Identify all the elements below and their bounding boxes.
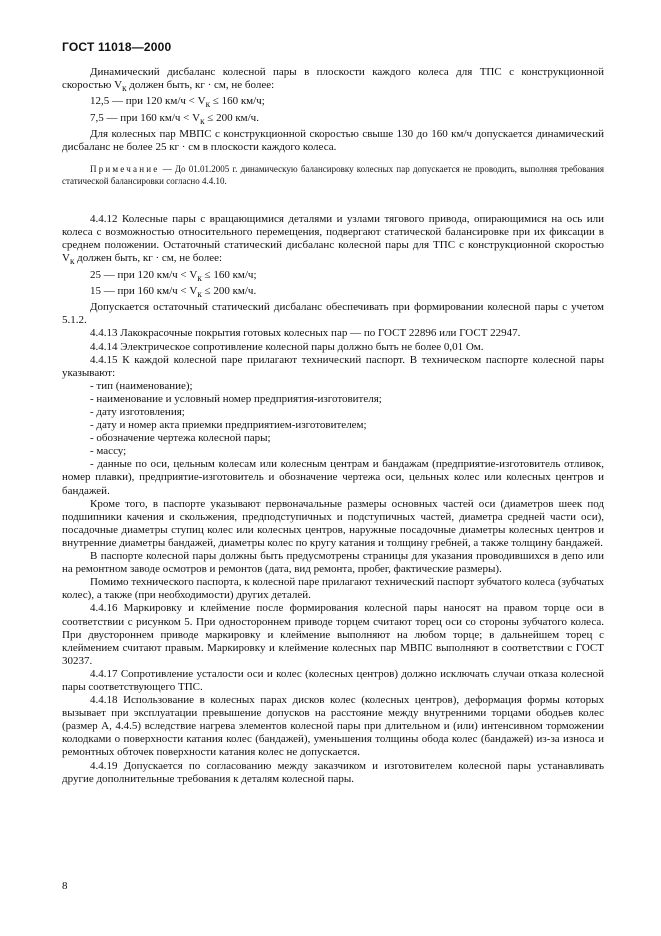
paragraph-gear-passport: Помимо технического паспорта, к колесной паре прилагают технический паспорт зубчатого колеса (зубчатых колес), а также (при необходимости) других деталей. (62, 576, 604, 602)
note: Примечание — До 01.01.2005 г. динамическую балансировку колесных пар допускается не проводить, выполняя требования статической балансировки согласно 4.4.10. (62, 164, 604, 186)
note-label: Примечание (90, 164, 160, 175)
paragraph-4-4-12: 4.4.12 Колесные пары с вращающимися деталями и узлами тягового привода, опирающимися на ось или колеса с возможностью относительного перемещения, подвергают статической балансировке при их фиксации в среднем положении. Остаточный статический дисбаланс колесной пары для ТПС с конструкционной скоростью $V_к$ должен быть, кг · см, не более: (62, 213, 604, 267)
paragraph-passport-pages: В паспорте колесной пары должны быть предусмотрены страницы для указания проводившихся в депо или на ремонтном заводе осмотров и ремонтов (дата, вид ремонта, пробег, фактические размеры). (62, 550, 604, 576)
paragraph-4-4-17: 4.4.17 Сопротивление усталости оси и колес (колесных центров) должно исключать случаи отказа колесной пары соответствующего ТПС. (62, 667, 604, 693)
list-item: - массу; (90, 445, 127, 458)
list-item: - дату и номер акта приемки предприятием-изготовителем; (90, 419, 367, 432)
document-header: ГОСТ 11018—2000 (62, 40, 172, 54)
limit-line-2: 7,5 — при 160 $км/ч < V_к \le 200$ км/ч. (90, 111, 259, 126)
paragraph-4-4-19: 4.4.19 Допускается по согласованию между заказчиком и изготовителем колесной пары устанавливать другие дополнительные требования к деталям колесной пары. (62, 759, 604, 785)
paragraph-dynamic-imbalance: Динамический дисбаланс колесной пары в плоскости каждого колеса для ТПС с конструкционной скоростью $V_к$ должен быть, кг · см, не более: (62, 66, 604, 94)
spacer (62, 199, 604, 213)
document-body (62, 66, 604, 786)
list-item: - данные по оси, цельным колесам или колесным центрам и бандажам (предприятие-изготовитель отливок, номер плавки), предприятие-изготовитель и обозначение чертежа оси, цельных колес или колесных центров и бандажей. (62, 458, 604, 497)
paragraph-4-4-14: 4.4.14 Электрическое сопротивление колесной пары должно быть не более 0,01 Ом. (90, 340, 484, 353)
list-item: - обозначение чертежа колесной пары; (90, 432, 271, 445)
paragraph-residual-imbalance: Допускается остаточный статический дисбаланс обеспечивать при формировании колесной пары с учетом 5.1.2. (62, 301, 604, 327)
paragraph-4-4-18: 4.4.18 Использование в колесных парах дисков колес (колесных центров), деформация формы которых вызывает при эксплуатации превышение допусков на расстояние между внутренними торцами ободьев колес (размер A, 4.4.5) вследствие нагрева элементов колесной пары при длительном и (или) интенсивном торможении колодками о поверхности катания колес (бандажей), уменьшения толщины обода колес (бандажей) из-за износа и ремонтных обточек поверхности катания колес не допускается. (62, 694, 604, 759)
list-item: - дату изготовления; (90, 406, 185, 418)
paragraph-4-4-16: 4.4.16 Маркировку и клеймение после формирования колесной пары наносят на правом торце оси в соответствии с рисунком 5. При одностороннем приводе торцем считают торец оси со стороны зубчатого колеса. При двустороннем приводе маркировку и клеймение выполняют на любом торце; в дальнейшем торец с клеймением считают правым. Маркировку и клеймение колесных пар МВПС выполняют в соответствии с ГОСТ 30237. (62, 602, 604, 667)
limit-line-1: 12,5 — при 120 $км/ч < V_к \le 160$ км/ч; (90, 95, 265, 110)
page-number: 8 (62, 880, 68, 892)
paragraph-initial-dimensions: Кроме того, в паспорте указывают первоначальные размеры основных частей оси (диаметров шеек под подшипники качения и скольжения, предподступичных и подступичных частей, диаметра средней части оси), посадочные диаметры ступиц колес или колесных центров, наружные посадочные диаметры колесных центров и внутренние диаметры бандажей, диаметры колес по кругу катания и толщину гребней, а также толщину бандажей. (62, 497, 604, 549)
list-item: - наименование и условный номер предприятия-изготовителя; (90, 392, 382, 405)
list-item: - тип (наименование); (90, 379, 193, 392)
paragraph-mvps: Для колесных пар МВПС с конструкционной скоростью свыше 130 до 160 км/ч допускается динамический дисбаланс не более 25 кг · см в плоскости каждого колеса. (62, 127, 604, 154)
static-limit-line-1: 25 — при 120 $км/ч < V_к \le 160$ км/ч; (90, 268, 257, 283)
paragraph-4-4-13: 4.4.13 Лакокрасочные покрытия готовых колесных пар — по ГОСТ 22896 или ГОСТ 22947. (90, 327, 521, 340)
static-limit-line-2: 15 — при 160 $км/ч < V_к \le 200$ км/ч. (90, 284, 257, 300)
paragraph-4-4-15: 4.4.15 К каждой колесной паре прилагают технический паспорт. В техническом паспорте колесной пары указывают: (62, 353, 604, 379)
